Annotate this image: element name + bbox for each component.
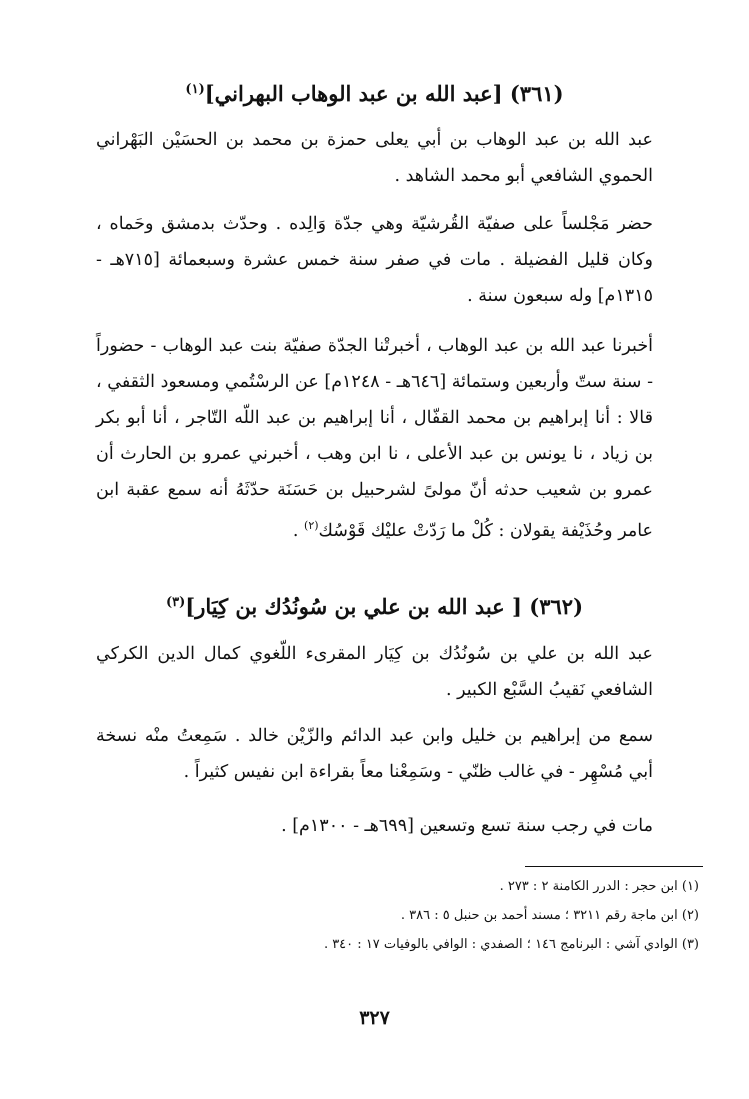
footnote-separator <box>525 866 703 867</box>
entry-362-heading-note: (٣) <box>166 595 186 610</box>
entry-361-heading-note: (١) <box>185 82 205 97</box>
footnote-2: (٢) ابن ماجة رقم ٣٢١١ ؛ مسند أحمد بن حنبل ٥ : ٣٨٦ . <box>400 908 699 923</box>
entry-361-hadith-note: (٢) <box>304 519 319 532</box>
entry-361-hadith-text: أخبرنا عبد الله بن عبد الوهاب ، أخبرتْنا الجدّة صفيّة بنت عبد الوهاب - حضوراً - سنة ستّ وأربعين وستمائة [٦٤٦هـ - ١٢٤٨م] عن الرسْتُمي ومسعود الثقفي ، قالا : أنا إبراهيم بن محمد القفّال ، أنا إبراهيم بن عبد اللّه التّاجر ، أنا أبو بكر بن زياد ، نا يونس بن عبد الأعلى ، نا ابن وهب ، أخبرني عمرو بن الحارث أن عمرو بن شعيب حدثه أنّ مولىً لشرحبيل بن حَسَنَة حدّثَهُ أنه سمع عقبة ابن عامر وحُذَيْفة يقولان : كُلْ ما رَدّتْ عليْك قَوْسُك <box>96 336 653 541</box>
entry-362-name-paragraph: عبد الله بن علي بن سُونُدُك بن كِيَار المقرىء اللّغوي كمال الدين الكركي الشافعي نَقيبُ السَّبْع الكبير . <box>96 644 653 700</box>
entry-362-death-paragraph: مات في رجب سنة تسع وتسعين [٦٩٩هـ - ١٣٠٠م] . <box>281 816 653 836</box>
entry-361-hadith-end: . <box>292 520 305 541</box>
page-number: ٣٢٧ <box>359 1007 390 1029</box>
footnote-1: (١) ابن حجر : الدرر الكامنة ٢ : ٢٧٣ . <box>499 879 699 894</box>
entry-361-name-paragraph: عبد الله بن عبد الوهاب بن أبي يعلى حمزة بن محمد بن الحسَيْن البَهْراني الحموي الشافعي أبو محمد الشاهد . <box>96 130 653 186</box>
entry-361-heading-text: (٣٦١) [عبد الله بن عبد الوهاب البهراني] <box>204 81 564 106</box>
entry-362-bio-paragraph: سمع من إبراهيم بن خليل وابن عبد الدائم والزّيْن خالد . سَمِعتُ منْه نسخة أبي مُسْهِر - في غالب ظنّي - وسَمِعْنا معاً بقراءة ابن نفيس كثيراً . <box>96 726 653 782</box>
entry-362-heading-text: (٣٦٢) [ عبد الله بن علي بن سُونُدُك بن كِيَار] <box>185 594 583 619</box>
entry-361-hadith-paragraph <box>96 328 653 549</box>
entry-361-heading <box>96 76 653 108</box>
entry-361-bio-paragraph: حضر مَجْلساً على صفيّة القُرشيّة وهي جدّة وَالِده . وحدّث بدمشق وحَماه ، وكان قليل الفضيلة . مات في صفر سنة خمس عشرة وسبعمائة [٧١٥هـ - ١٣١٥م] وله سبعون سنة . <box>96 214 653 306</box>
footnote-3: (٣) الوادي آشي : البرنامج ١٤٦ ؛ الصفدي : الوافي بالوفيات ١٧ : ٣٤٠ . <box>323 937 699 952</box>
entry-362-heading <box>96 589 653 621</box>
